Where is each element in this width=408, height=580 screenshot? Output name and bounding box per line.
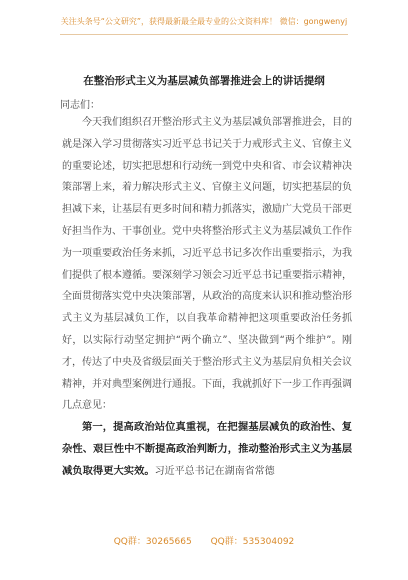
header-divider [60, 34, 348, 35]
footer-qq-group-2: QQ群：535304092 [210, 537, 295, 547]
document-body [62, 112, 352, 483]
footer-qq-group-1: QQ群：30265665 [113, 537, 192, 547]
paragraph-2 [62, 417, 352, 482]
footer-contact [0, 534, 408, 547]
paragraph-1: 今天我们组织召开整治形式主义为基层减负部署推进会，目的就是深入学习贯彻落实习近平总书记关于力戒形式主义、官僚主义的重要论述，切实把思想和行动统一到党中央和省、市会议精神决策部署上来，着力解决形式主义、官僚主义问题，切实把基层的负担减下来，让基层有更多时间和精力抓落实，激励广大党员干部更好担当作为、干事创业。党中央将整治形式主义为基层减负工作作为一项重要政治任务来抓，习近平总书记多次作出重要指示，为我们提供了根本遵循。要深刻学习领会习近平总书记重要指示精神，全面贯彻落实党中央决策部署，从政治的高度来认识和推动整治形式主义为基层减负工作，以自我革命精神把这项重要政治任务抓好，以实际行动坚定拥护“两个确立”、坚决做到“两个维护”。刚才，传达了中央及省级层面关于整治形式主义为基层肩负相关会议精神，并对典型案例进行通报。下面，我就抓好下一步工作再强调几点意见： [62, 117, 352, 412]
header-promo-note: 关注头条号“公文研究”，获得最新最全最专业的公文资料库！ 微信：gongwenyj [60, 17, 348, 26]
paragraph-2-heading: 第一，提高政治站位真重视，在把握基层减负的政治性、复杂性、艰巨性中不断提高政治判断力，推动整治形式主义为基层减负取得更大实效。 [62, 421, 352, 477]
paragraph-2-text: 习近平总书记在湖南省常德 [154, 465, 275, 477]
salutation: 同志们： [60, 100, 100, 111]
document-title: 在整治形式主义为基层减负部署推进会上的讲话提纲 [83, 75, 325, 87]
